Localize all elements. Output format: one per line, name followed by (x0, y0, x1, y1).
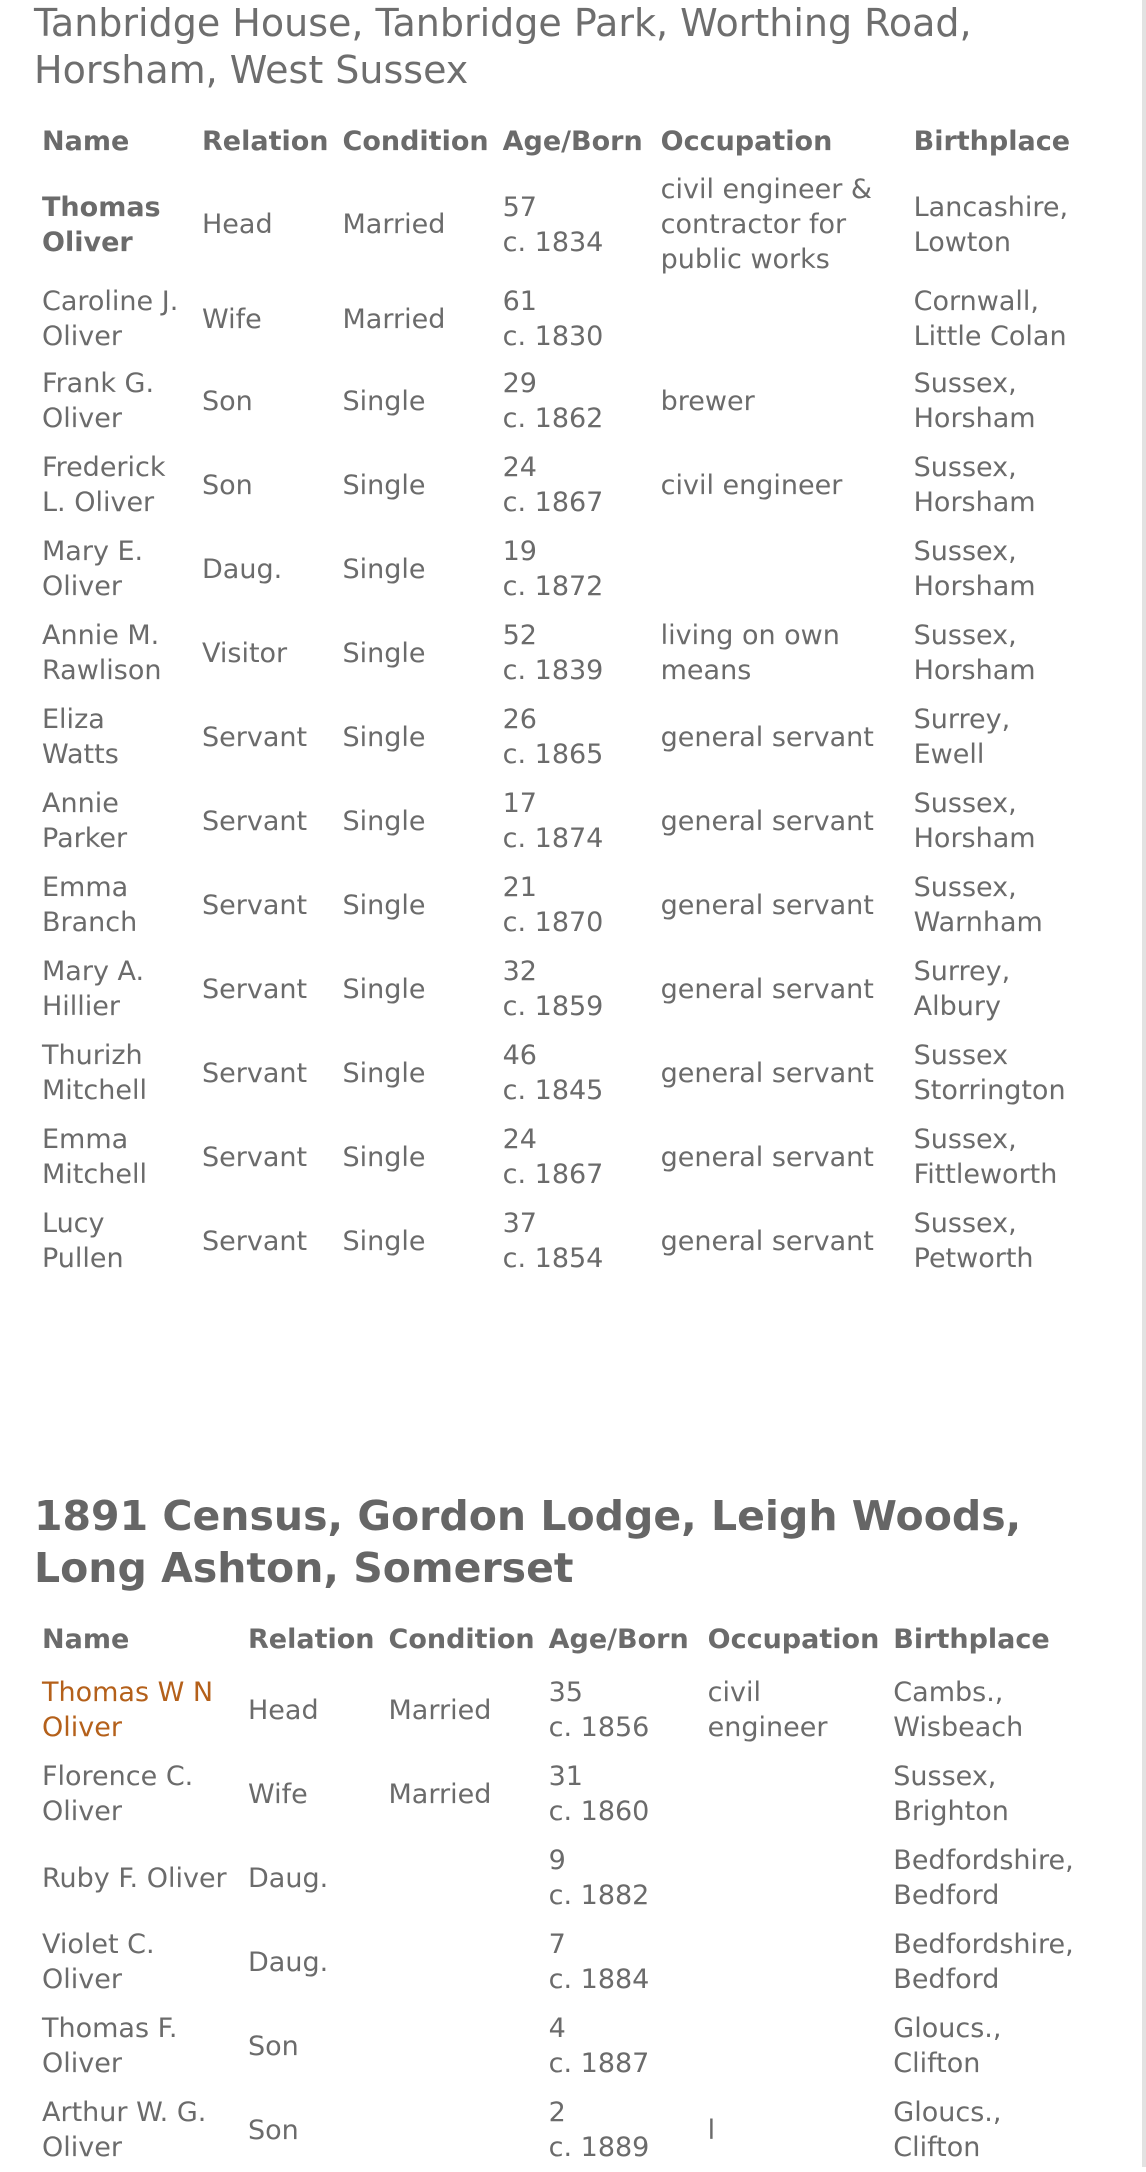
table-row (35, 863, 1080, 947)
age-value: 57 (502, 191, 537, 223)
person-name (35, 170, 195, 279)
birthplace: Sussex, Horsham (913, 452, 1036, 518)
age-born (496, 359, 654, 443)
age-born (496, 611, 654, 695)
born-year: c. 1839 (502, 655, 604, 686)
condition: Single (342, 1225, 426, 1257)
person-name (35, 279, 195, 359)
birthplace: Sussex, Fittleworth (913, 1124, 1058, 1190)
table-row (35, 695, 1080, 779)
age-value: 21 (502, 872, 537, 903)
born-year: c. 1830 (502, 321, 604, 352)
age-born (496, 279, 654, 359)
occupation (701, 2004, 887, 2088)
age-value: 19 (502, 536, 537, 567)
age-born (496, 1199, 654, 1283)
table-row (35, 779, 1080, 863)
table-row (35, 359, 1080, 443)
born-year: c. 1854 (502, 1243, 604, 1274)
person-name-text: Annie Parker (42, 788, 128, 854)
condition: Married (388, 1694, 492, 1726)
birthplace: Sussex, Warnham (913, 872, 1043, 938)
person-name-text: Caroline J. Oliver (42, 286, 179, 352)
condition (382, 1836, 542, 1920)
person-name-text: Emma Mitchell (42, 1124, 147, 1190)
person-name-text: Frederick L. Oliver (42, 452, 166, 518)
condition: Single (342, 889, 426, 921)
occupation (654, 279, 907, 359)
age-born (542, 1836, 701, 1920)
born-year: c. 1882 (548, 1880, 650, 1911)
age-born (542, 1752, 701, 1836)
age-born (496, 695, 654, 779)
age-value: 35 (548, 1677, 583, 1708)
occupation: general servant (660, 1225, 874, 1257)
relation: Servant (202, 973, 308, 1005)
age-born (542, 1920, 701, 2004)
condition: Married (342, 303, 446, 335)
age-born (496, 1031, 654, 1115)
birthplace: Sussex, Horsham (913, 536, 1036, 602)
born-year: c. 1884 (548, 1964, 650, 1995)
occupation (654, 527, 907, 611)
relation: Wife (202, 303, 262, 335)
table-row (35, 170, 1080, 279)
occupation: general servant (660, 721, 874, 753)
person-name-text[interactable]: Thomas W N Oliver (42, 1677, 214, 1743)
relation: Servant (202, 1141, 308, 1173)
table-row (35, 947, 1080, 1031)
person-name (35, 779, 195, 863)
header-relation: Relation (202, 125, 329, 157)
age-born (496, 947, 654, 1031)
birthplace: Gloucs., Clifton (893, 2013, 1002, 2079)
person-name (35, 527, 195, 611)
condition: Single (342, 721, 426, 753)
born-year: c. 1856 (548, 1712, 650, 1743)
birthplace: Bedfordshire, Bedford (893, 1929, 1074, 1995)
relation: Servant (202, 1225, 308, 1257)
born-year: c. 1860 (548, 1796, 650, 1827)
header-condition: Condition (342, 125, 489, 157)
birthplace: Bedfordshire, Bedford (893, 1845, 1074, 1911)
person-name (35, 1920, 241, 2004)
age-value: 37 (502, 1208, 537, 1239)
table-row (35, 1668, 1081, 1752)
person-name (35, 695, 195, 779)
header-name: Name (42, 125, 130, 157)
occupation: living on own means (660, 620, 840, 686)
relation: Servant (202, 805, 308, 837)
born-year: c. 1867 (502, 487, 604, 518)
occupation (701, 1752, 887, 1836)
condition: Single (342, 805, 426, 837)
condition: Single (342, 385, 426, 417)
person-name (35, 1836, 241, 1920)
condition: Single (342, 1057, 426, 1089)
born-year: c. 1887 (548, 2048, 650, 2079)
table-row (35, 2004, 1081, 2088)
age-born (542, 2088, 701, 2172)
person-name-text: Arthur W. G. Oliver (42, 2097, 207, 2163)
born-year: c. 1862 (502, 403, 604, 434)
age-born (496, 170, 654, 279)
condition (382, 2088, 542, 2172)
person-name (35, 1752, 241, 1836)
person-name (35, 947, 195, 1031)
table-row (35, 1920, 1081, 2004)
table-row (35, 1031, 1080, 1115)
header-condition: Condition (388, 1623, 535, 1655)
relation: Daug. (202, 553, 283, 585)
condition: Married (388, 1778, 492, 1810)
birthplace: Surrey, Albury (913, 956, 1011, 1022)
age-born (542, 2004, 701, 2088)
header-occupation: Occupation (707, 1623, 880, 1655)
born-year: c. 1870 (502, 907, 604, 938)
table-header-row (35, 1610, 1081, 1668)
condition: Married (342, 209, 446, 240)
relation: Son (248, 2114, 299, 2146)
born-year: c. 1865 (502, 739, 604, 770)
birthplace: Lancashire, Lowton (913, 191, 1069, 258)
age-value: 17 (502, 788, 537, 819)
relation: Daug. (248, 1862, 329, 1894)
header-relation: Relation (248, 1623, 375, 1655)
birthplace: Surrey, Ewell (913, 704, 1011, 770)
occupation: civil engineer (660, 469, 843, 501)
table-row (35, 2088, 1081, 2172)
person-name (35, 611, 195, 695)
person-name-text: Lucy Pullen (42, 1208, 124, 1274)
person-name-text: Ruby F. Oliver (42, 1862, 227, 1894)
person-name-text: Mary A. Hillier (42, 956, 145, 1022)
person-name-text: Florence C. Oliver (42, 1761, 194, 1827)
condition (382, 1920, 542, 2004)
relation: Son (202, 385, 253, 417)
table-row (35, 279, 1080, 359)
age-value: 24 (502, 1124, 537, 1155)
occupation: general servant (660, 1057, 874, 1089)
condition: Single (342, 1141, 426, 1173)
table-row (35, 1836, 1081, 1920)
relation: Servant (202, 889, 308, 921)
relation: Daug. (248, 1946, 329, 1978)
table-row (35, 1752, 1081, 1836)
age-born (496, 779, 654, 863)
age-value: 24 (502, 452, 537, 483)
condition: Single (342, 637, 426, 669)
person-name-text: Thomas F. Oliver (42, 2013, 178, 2079)
header-birthplace: Birthplace (913, 125, 1071, 157)
occupation (701, 1920, 887, 2004)
table-row (35, 443, 1080, 527)
relation: Servant (202, 1057, 308, 1089)
occupation: general servant (660, 973, 874, 1005)
person-name-text: Annie M. Rawlison (42, 620, 162, 686)
occupation: civil engineer & contractor for public works (660, 174, 872, 275)
header-age-born: Age/Born (548, 1623, 689, 1655)
person-name-text: Eliza Watts (42, 704, 119, 770)
person-name (35, 1031, 195, 1115)
relation: Head (202, 209, 273, 240)
person-name (35, 2088, 241, 2172)
occupation: general servant (660, 805, 874, 837)
person-name (35, 2004, 241, 2088)
birthplace: Sussex, Brighton (893, 1761, 1009, 1827)
birthplace: Gloucs., Clifton (893, 2097, 1002, 2163)
header-occupation: Occupation (660, 125, 833, 157)
table-row (35, 1199, 1080, 1283)
age-value: 29 (502, 368, 537, 399)
condition: Single (342, 973, 426, 1005)
age-value: 4 (548, 2013, 566, 2044)
occupation: brewer (660, 385, 755, 417)
person-name (35, 1115, 195, 1199)
born-year: c. 1889 (548, 2132, 650, 2163)
person-name-text: Mary E. Oliver (42, 536, 144, 602)
person-name (35, 863, 195, 947)
table-row (35, 1115, 1080, 1199)
born-year: c. 1859 (502, 991, 604, 1022)
occupation: general servant (660, 889, 874, 921)
birthplace: Cambs., Wisbeach (893, 1677, 1024, 1743)
age-born (542, 1668, 701, 1752)
occupation (701, 1836, 887, 1920)
person-name-text: Emma Branch (42, 872, 138, 938)
age-value: 31 (548, 1761, 583, 1792)
age-value: 61 (502, 286, 537, 317)
born-year: c. 1867 (502, 1159, 604, 1190)
age-born (496, 1115, 654, 1199)
relation: Visitor (202, 637, 288, 669)
header-age-born: Age/Born (502, 125, 643, 157)
born-year: c. 1872 (502, 571, 604, 602)
condition: Single (342, 469, 426, 501)
relation: Son (202, 469, 253, 501)
page-title: Tanbridge House, Tanbridge Park, Worthing Road, Horsham, West Sussex (34, 1, 972, 92)
relation: Head (248, 1694, 319, 1726)
page-scrollbar[interactable] (1142, 0, 1146, 2167)
relation: Wife (248, 1778, 308, 1810)
born-year: c. 1834 (502, 226, 604, 258)
age-value: 2 (548, 2097, 566, 2128)
birthplace: Cornwall, Little Colan (913, 286, 1067, 352)
table-row (35, 611, 1080, 695)
relation: Servant (202, 721, 308, 753)
person-name-text: Frank G. Oliver (42, 368, 155, 434)
person-name (35, 359, 195, 443)
header-name: Name (42, 1623, 130, 1655)
age-value: 32 (502, 956, 537, 987)
relation: Son (248, 2030, 299, 2062)
age-value: 9 (548, 1845, 566, 1876)
person-name-text: Violet C. Oliver (42, 1929, 155, 1995)
condition (382, 2004, 542, 2088)
born-year: c. 1845 (502, 1075, 604, 1106)
birthplace: Sussex, Horsham (913, 620, 1036, 686)
census-table-tanbridge (35, 112, 1080, 1283)
person-name-link[interactable] (35, 1668, 241, 1752)
occupation: civil engineer (707, 1677, 828, 1743)
age-value: 46 (502, 1040, 537, 1071)
age-born (496, 527, 654, 611)
birthplace: Sussex, Horsham (913, 788, 1036, 854)
age-born (496, 863, 654, 947)
table-header-row (35, 112, 1080, 170)
person-name-text: Thurizh Mitchell (42, 1040, 147, 1106)
census-table-gordon-lodge (35, 1610, 1081, 2172)
table-row (35, 527, 1080, 611)
age-value: 26 (502, 704, 537, 735)
condition: Single (342, 553, 426, 585)
birthplace: Sussex, Horsham (913, 368, 1036, 434)
age-value: 52 (502, 620, 537, 651)
occupation: general servant (660, 1141, 874, 1173)
age-born (496, 443, 654, 527)
birthplace: Sussex Storrington (913, 1040, 1066, 1106)
header-birthplace: Birthplace (893, 1623, 1050, 1655)
occupation: l (707, 2114, 716, 2146)
birthplace: Sussex, Petworth (913, 1208, 1034, 1274)
person-name (35, 443, 195, 527)
person-name-text: Thomas Oliver (42, 191, 161, 258)
person-name (35, 1199, 195, 1283)
age-value: 7 (548, 1929, 566, 1960)
born-year: c. 1874 (502, 823, 604, 854)
section-title-1891-census: 1891 Census, Gordon Lodge, Leigh Woods, Long Ashton, Somerset (34, 1492, 1022, 1592)
